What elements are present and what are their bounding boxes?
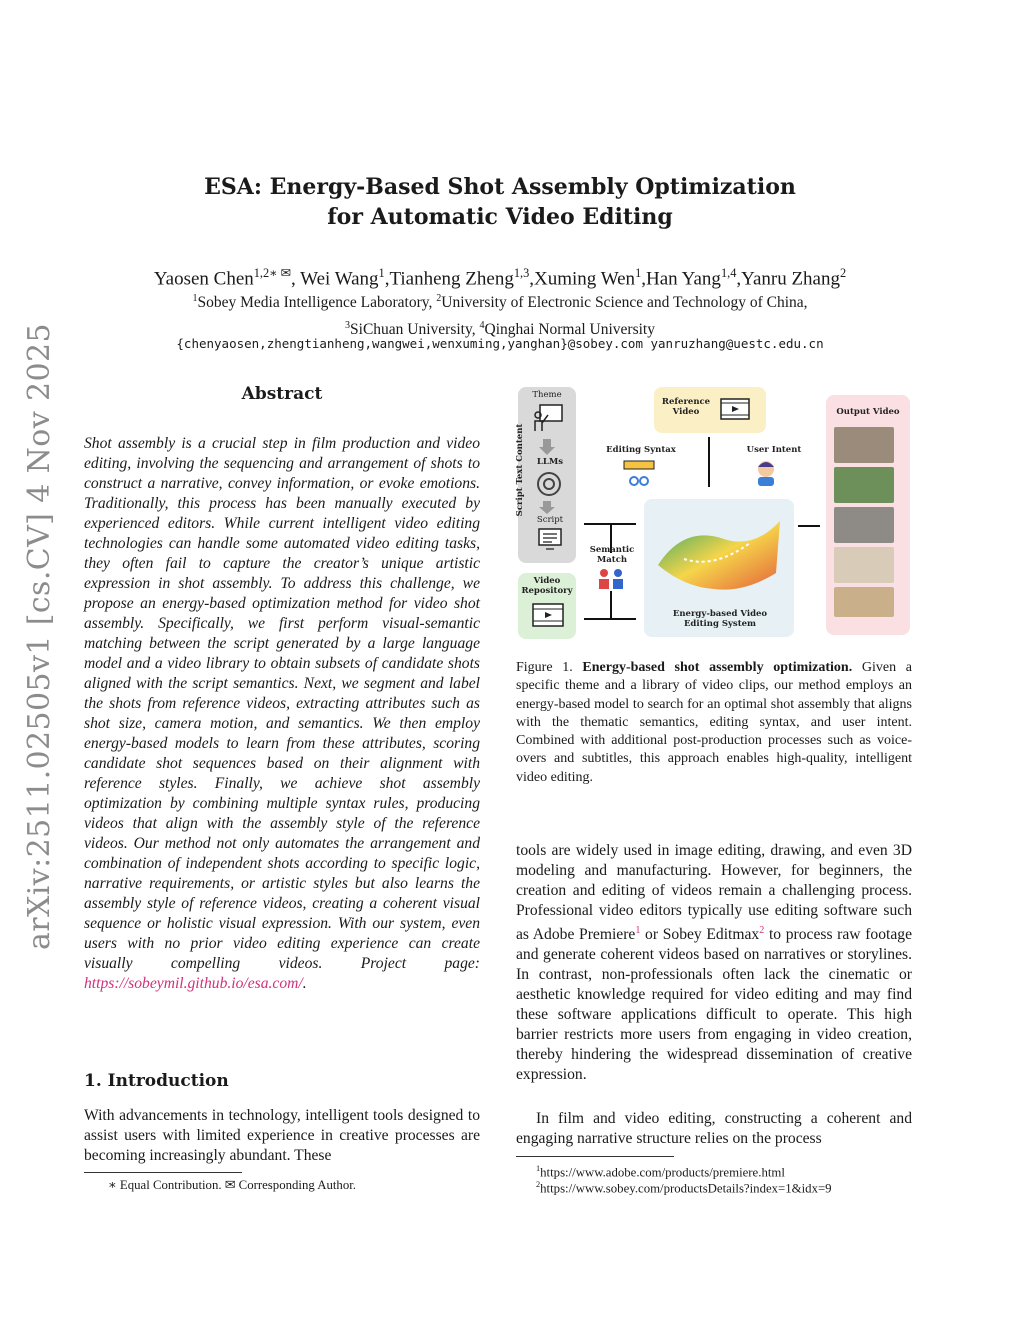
figure-1	[516, 385, 912, 641]
footnote-contribution: ∗ Equal Contribution. ✉ Corresponding Author.	[108, 1178, 356, 1192]
user-avatar-icon	[754, 459, 778, 487]
title-line-1: ESA: Energy-Based Shot Assembly Optimization	[204, 174, 796, 200]
footnote-2	[536, 1177, 916, 1196]
energy-landscape-icon	[654, 515, 784, 595]
energy-system-label: Energy-based Video Editing System	[672, 609, 768, 629]
output-video-label: Output Video	[836, 407, 900, 417]
title-line-2: for Automatic Video Editing	[327, 204, 673, 230]
author-name: Yaosen Chen	[153, 268, 254, 290]
theme-label: Theme	[532, 390, 562, 400]
affil-text: SiChuan University,	[350, 321, 480, 339]
paragraph-text: or Sobey Editmax	[640, 926, 760, 944]
llm-logo-icon	[534, 469, 564, 499]
footnote-marker[interactable]: 2	[759, 925, 765, 936]
author-sup: 1	[378, 266, 385, 280]
presentation-icon	[532, 401, 566, 435]
author-name: Tianheng Zheng	[389, 268, 514, 290]
llms-label: LLMs	[536, 457, 564, 467]
author-sup: 1,2∗ ✉	[253, 266, 291, 280]
editing-syntax-label: Editing Syntax	[606, 445, 676, 455]
footnote-url[interactable]: https://www.sobey.com/productsDetails?index=1&idx=9	[540, 1181, 832, 1196]
connector-line	[610, 591, 612, 619]
caption-prefix: Figure 1.	[516, 660, 583, 675]
paper-title	[0, 172, 1000, 232]
output-frame-5	[834, 587, 894, 617]
reference-video-label: Reference Video	[661, 397, 711, 417]
footnote-url[interactable]: https://www.adobe.com/products/premiere.html	[540, 1165, 785, 1180]
caption-title: Energy-based shot assembly optimization.	[582, 660, 853, 675]
affil-sup: 3	[345, 320, 351, 332]
author-name: Xuming Wen	[534, 268, 636, 290]
connector-line	[708, 437, 710, 487]
script-label: Script	[536, 515, 564, 525]
affil-sup: 2	[436, 293, 442, 304]
output-frame-4	[834, 547, 894, 583]
author-emails: {chenyaosen,zhengtianheng,wangwei,wenxuming,yanghan}@sobey.com yanruzhang@uestc.edu.cn	[176, 336, 824, 351]
film-icon	[532, 603, 564, 627]
arrow-head-icon	[539, 507, 555, 514]
project-page-link[interactable]: https://sobeymil.github.io/esa.com/	[84, 975, 303, 992]
output-frame-1	[834, 427, 894, 463]
editing-scissors-icon	[622, 459, 656, 489]
output-frame-2	[834, 467, 894, 503]
footnote-number: 2	[536, 1180, 541, 1189]
figure-caption	[516, 659, 912, 787]
affil-text: University of Electronic Science and Technology of China,	[441, 294, 808, 312]
footnote-rule-left	[84, 1172, 242, 1173]
arrow-head-icon	[539, 447, 555, 455]
intro-continued-paragraph	[516, 841, 912, 1085]
video-repository-label: Video Repository	[521, 576, 573, 596]
intro-paragraph-2: In film and video editing, constructing a coherent and engaging narrative structure relies on the process	[516, 1110, 912, 1147]
introduction-text: With advancements in technology, intelligent tools designed to assist users with limited experience in creative processes are becoming increasingly abundant. These	[84, 1107, 480, 1164]
people-icon	[596, 565, 626, 591]
abstract-end: .	[302, 975, 307, 992]
affiliations	[0, 287, 1000, 341]
affil-sup: 1	[192, 293, 198, 304]
output-frame-3	[834, 507, 894, 543]
paragraph-text: to process raw footage and generate coherent videos based on narratives or storylines. In contrast, non-professionals often lack the cinematic or aesthetic knowledge required for video editing and may find these software applications difficult to operate. This high barrier restricts more users from engaging in video creation, thereby hindering the widespread dissemination of creative expression.	[516, 926, 912, 1084]
user-intent-label: User Intent	[746, 445, 802, 455]
author-name: Han Yang	[645, 268, 721, 290]
affil-text: Qinghai Normal University	[484, 321, 655, 339]
connector-line	[798, 525, 820, 527]
author-sup: 1,3	[513, 266, 530, 280]
paragraph-text: tools are widely used in image editing, drawing, and even 3D modeling and manufacturing. However, for beginners, the creation and editing of videos remain a challenging process. Professional video editors typically use editing software such as Adobe Premiere	[516, 842, 912, 944]
script-document-icon	[536, 526, 564, 554]
author-sup: 2	[840, 266, 847, 280]
caption-text: Given a specific theme and a library of video clips, our method employs an energy-based model to search for an optimal shot assembly that aligns with the thematic semantics, editing syntax, and user intent. Combined with additional post-production processes such as voice-overs and subtitles, this approach enables high-quality, intelligent video editing.	[516, 660, 912, 785]
author-sup: 1,4	[720, 266, 737, 280]
video-icon	[720, 398, 750, 420]
affil-sup: 4	[479, 320, 485, 332]
affiliation-line-1	[0, 287, 1000, 314]
footnote-marker[interactable]: 1	[635, 925, 641, 936]
author-name: Yanru Zhang	[741, 268, 840, 290]
author-name: Wei Wang	[300, 268, 379, 290]
introduction-heading: 1. Introduction	[84, 1071, 229, 1091]
abstract-heading: Abstract	[241, 384, 323, 404]
arxiv-stamp: arXiv:2511.02505v1 [cs.CV] 4 Nov 2025	[22, 323, 57, 950]
affil-text: Sobey Media Intelligence Laboratory,	[197, 294, 437, 312]
abstract-body	[84, 434, 480, 994]
footnote-rule-right	[516, 1156, 674, 1157]
semantic-match-label: Semantic Match	[589, 545, 635, 565]
footnote-number: 1	[536, 1164, 541, 1173]
author-list: Yaosen Chen$^{1,2∗ ✉}$, Wei Wang$^1$,Tianheng Zheng$^{1,3}$,Xuming Wen$^1$,Han Yang$^{1,4}$,Yanru Zhang$^2$	[153, 266, 847, 290]
script-text-label: Script Text Content	[515, 423, 525, 517]
author-sup: 1	[635, 266, 642, 280]
abstract-text: Shot assembly is a crucial step in film production and video editing, involving the sequencing and arrangement of shots to construct a narrative, convey information, or evoke emotions. Traditionally, this process has been manually executed by experienced editors. While current intelligent video editing technologies can handle some automated video editing tasks, they often fail to capture the creator’s unique artistic expression in shot assembly. To address this challenge, we propose an energy-based optimization method for video shot assembly. Specifically, we first perform visual-semantic matching between the script generated by a large language model and a video library to obtain subsets of candidate shots aligned with the script semantics. Next, we segment and label the shots from reference videos, extracting attributes such as shot size, camera motion, and semantics. We then employ energy-based models to learn from these attributes, scoring candidate shot sequences based on their alignment with reference styles. Finally, we achieve shot assembly optimization by combining multiple syntax rules, producing videos that align with the assembly style of the reference videos. Our method not only automates the arrangement and combination of independent shots according to specific logic, narrative requirements, or artistic styles but also learns the assembly style of reference videos, creating a coherent visual sequence or holistic visual expression. With our system, even users with no prior video editing experience can create visually compelling videos. Project page:	[84, 435, 480, 972]
